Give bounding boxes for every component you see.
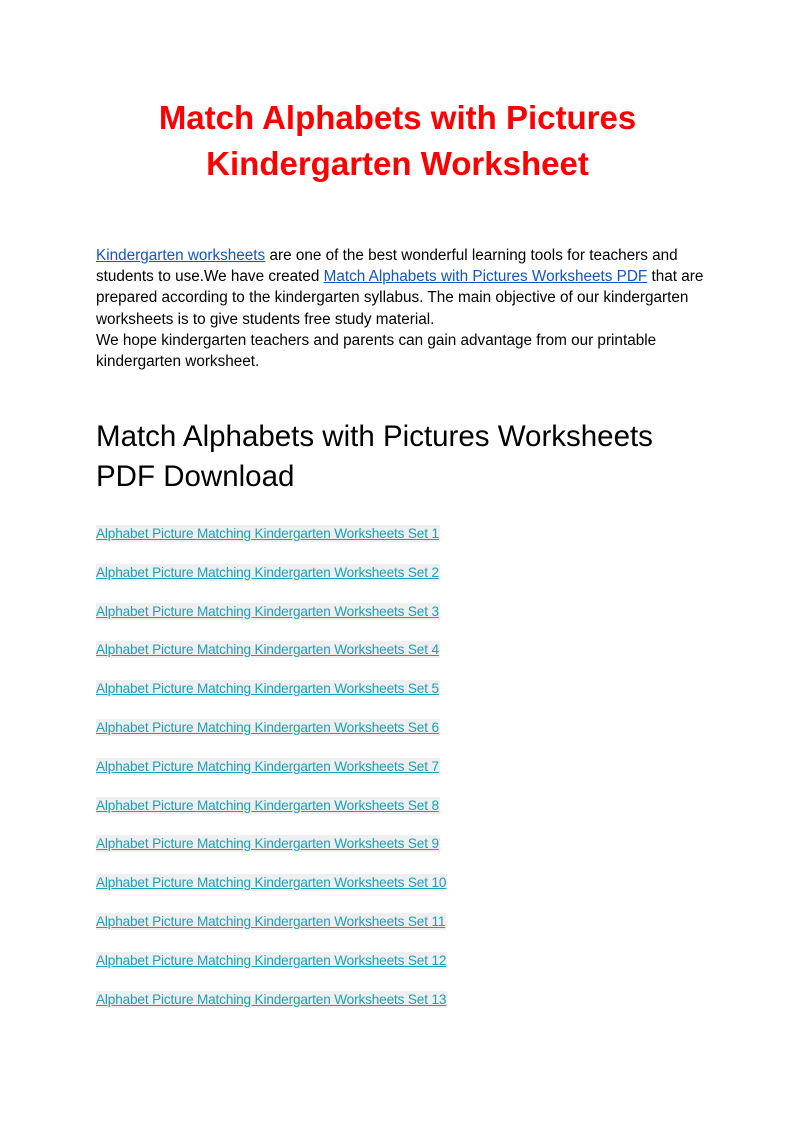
list-item (96, 719, 447, 758)
list-item (96, 525, 447, 564)
match-alphabets-worksheets-pdf-link[interactable]: Match Alphabets with Pictures Worksheets PDF (323, 268, 648, 286)
worksheet-set-1-link[interactable]: Alphabet Picture Matching Kindergarten Worksheets Set 1 (96, 526, 439, 541)
worksheet-link-list (96, 525, 447, 1029)
list-item (96, 913, 447, 952)
worksheet-set-6-link[interactable]: Alphabet Picture Matching Kindergarten Worksheets Set 6 (96, 719, 439, 735)
list-item (96, 835, 447, 874)
worksheet-set-11-link[interactable]: Alphabet Picture Matching Kindergarten Worksheets Set 11 (96, 913, 446, 929)
list-item (96, 758, 447, 797)
worksheet-set-8-link[interactable]: Alphabet Picture Matching Kindergarten Worksheets Set 8 (96, 797, 439, 813)
download-section-heading: Match Alphabets with Pictures Worksheets PDF Download (96, 420, 653, 493)
list-item (96, 991, 447, 1030)
worksheet-set-2-link[interactable]: Alphabet Picture Matching Kindergarten Worksheets Set 2 (96, 564, 439, 580)
title-line-1: Match Alphabets with Pictures (158, 99, 637, 136)
title-line-2: Kindergarten Worksheet (206, 145, 589, 182)
worksheet-set-4-link[interactable]: Alphabet Picture Matching Kindergarten Worksheets Set 4 (96, 642, 439, 658)
worksheet-set-5-link[interactable]: Alphabet Picture Matching Kindergarten Worksheets Set 5 (96, 681, 439, 697)
worksheet-set-10-link[interactable]: Alphabet Picture Matching Kindergarten Worksheets Set 10 (96, 875, 447, 891)
worksheet-set-9-link[interactable]: Alphabet Picture Matching Kindergarten Worksheets Set 9 (96, 836, 439, 852)
list-item (96, 952, 447, 991)
intro-text-1: are one of the best wonderful learning tools for teachers and students to use.We have created (96, 247, 678, 286)
kindergarten-worksheets-link[interactable]: Kindergarten worksheets (96, 247, 266, 264)
intro-text-2: that are prepared according to the kindergarten syllabus. The main objective of our kindergarten worksheets is to give students free study material. (96, 268, 704, 328)
worksheet-set-3-link[interactable]: Alphabet Picture Matching Kindergarten Worksheets Set 3 (96, 603, 439, 619)
page-title (60, 95, 735, 187)
list-item (96, 641, 447, 680)
list-item (96, 603, 447, 642)
intro-text-3: We hope kindergarten teachers and parents can gain advantage from our printable kindergarten worksheet. (96, 331, 657, 371)
worksheet-set-7-link[interactable]: Alphabet Picture Matching Kindergarten Worksheets Set 7 (96, 758, 439, 774)
worksheet-set-13-link[interactable]: Alphabet Picture Matching Kindergarten Worksheets Set 13 (96, 991, 447, 1007)
list-item (96, 874, 447, 913)
worksheet-set-12-link[interactable]: Alphabet Picture Matching Kindergarten Worksheets Set 12 (96, 952, 447, 968)
list-item (96, 564, 447, 603)
intro-paragraph (96, 245, 706, 372)
list-item (96, 797, 447, 836)
list-item (96, 680, 447, 719)
